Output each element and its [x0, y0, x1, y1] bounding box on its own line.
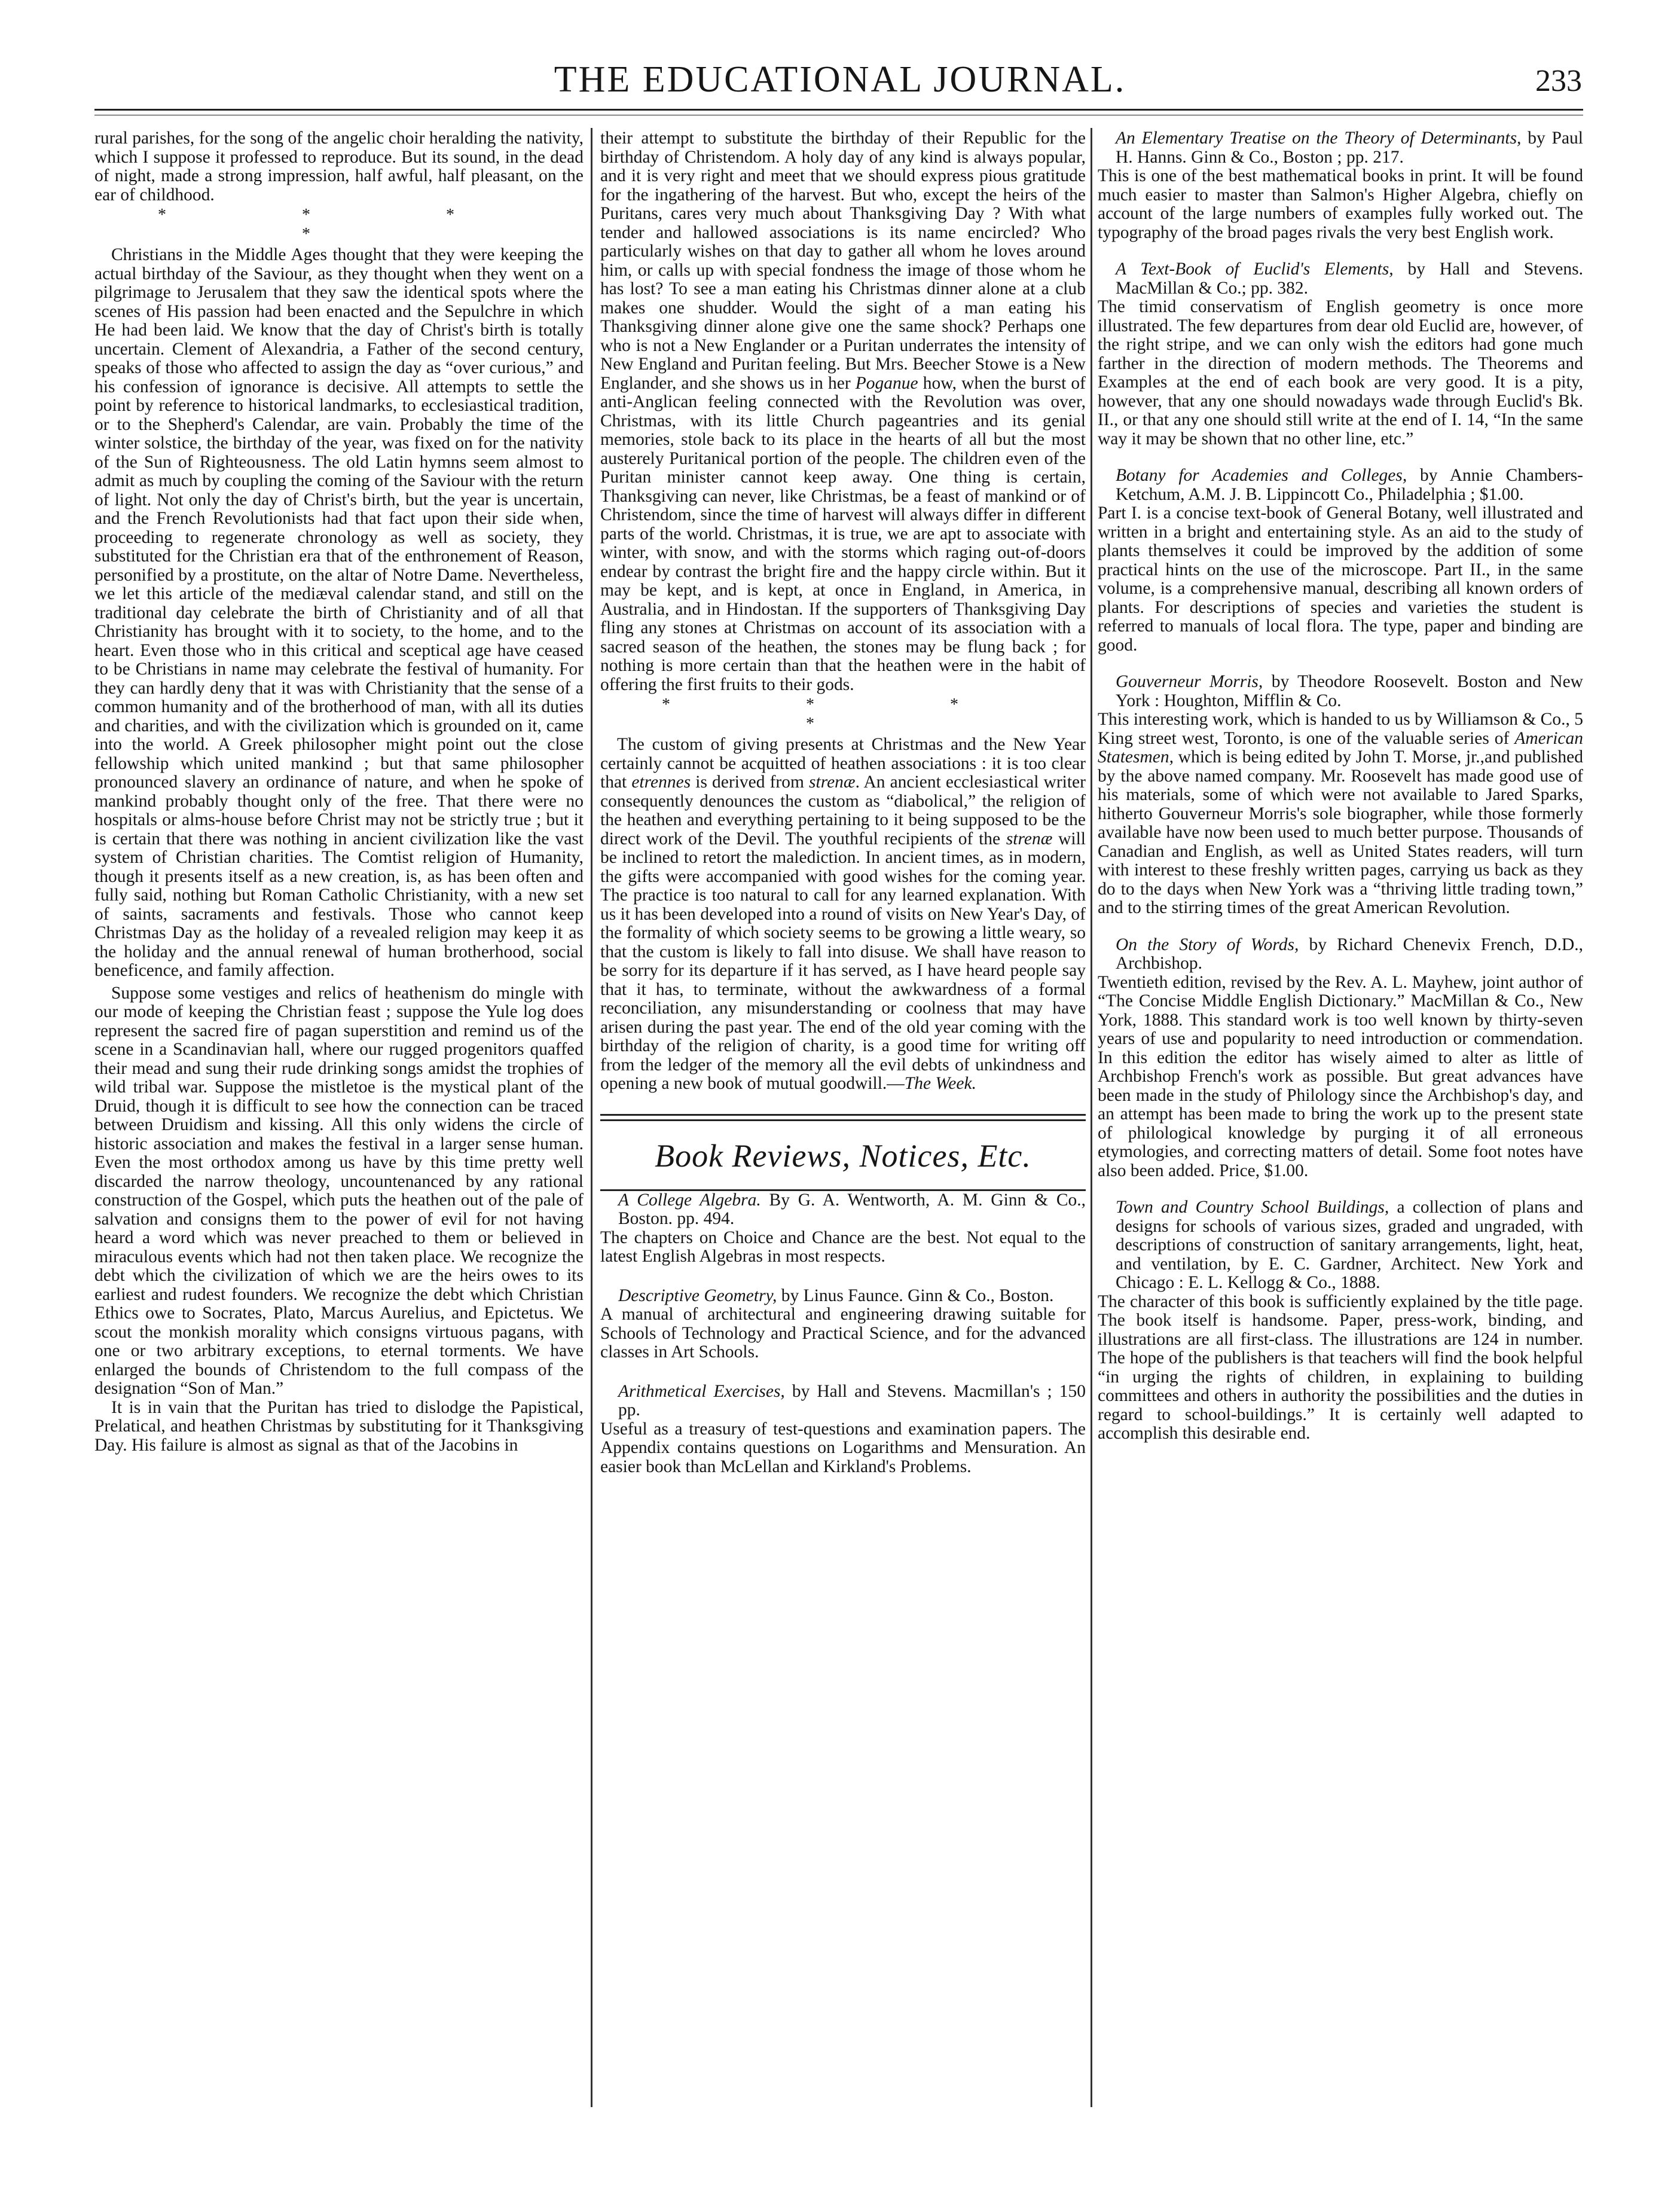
header-rule	[94, 109, 1583, 111]
review-body: Part I. is a concise text-book of General Botany, well illustrated and written in a bright and entertaining style. As an aid to the study of plants themselves it could be improved by the addition of some practical hints on the use of the microscope. Part II., in the same volume, is a comprehensive manual, describing all known orders of plants. For descriptions of species and varieties the student is referred to manuals of local flora. The type, paper and binding are good.	[1098, 503, 1583, 655]
review-body: A manual of architectural and engineering drawing suitable for Schools of Technology and Practical Science, and for the advanced classes in Art Schools.	[600, 1305, 1086, 1361]
review-heading: Arithmetical Exercises, by Hall and Stevens. Macmillan's ; 150 pp.	[618, 1381, 1086, 1419]
journal-title: THE EDUCATIONAL JOURNAL.	[554, 59, 1126, 100]
column-left	[94, 129, 584, 1455]
term-italic: etrennes	[631, 773, 691, 792]
review-book-title: Descriptive Geometry,	[618, 1286, 777, 1305]
article-source: The Week.	[904, 1074, 976, 1093]
article-paragraph: It is in vain that the Puritan has tried to dislodge the Papistical, Prelatical, and heathen Christmas by substituting for it Thanksgiving Day. His failure is almost as signal as that of the Jacobins in	[94, 1397, 584, 1455]
review-book-title: On the Story of Words,	[1116, 935, 1299, 954]
section-break-stars: * * * *	[662, 695, 1024, 733]
review-book-title: Arithmetical Exercises,	[618, 1381, 785, 1401]
section-break-stars: * * * *	[158, 206, 520, 243]
review-heading: Descriptive Geometry, by Linus Faunce. Ginn & Co., Boston.	[618, 1286, 1054, 1305]
review-book-title: A College Algebra.	[618, 1190, 761, 1210]
review-body: This is one of the best mathematical books in print. It will be found much easier to master than Salmon's Higher Algebra, chiefly on account of the large numbers of examples fully worked out. The typography of the broad pages rivals the very best English work.	[1098, 166, 1583, 242]
article-paragraph: Suppose some vestiges and relics of heathenism do mingle with our mode of keeping the Christian feast ; suppose the Yule log does represent the sacred fire of pagan superstition and remind us of the scene in a Scandinavian hall, where our rugged progenitors quaffed their mead and sung their rude drinking songs amidst the trophies of wild tribal war. Suppose the mistletoe is the mystical plant of the Druid, though it is difficult to see how the connection can be traced between Druidism and kissing. All this only widens the circle of historic association and makes the festival in a larger sense human. Even the most orthodox among us have by this time pretty well discarded the narrow theology, uncountenanced by any rational construction of the Gospel, which puts the heathen out of the pale of salvation and consigns them to the power of evil for not having heard a word which was never preached to them or believed in miraculous events which had not then taken place. We recognize the debt which the civilization of which we are the heirs owes to its earliest and rudest founders. We recognize the debt which Christian Ethics owe to Socrates, Plato, Marcus Aurelius, and Epictetus. We scout the monkish morality which consigns virtuous pagans, with one or two arbitrary exceptions, to eternal torments. We have enlarged the bounds of Christendom to the full compass of the designation “Son of Man.”	[94, 983, 584, 1398]
term-italic: strenæ	[1006, 829, 1053, 848]
review-heading: Town and Country School Buildings, a collection of plans and designs for schools of various sizes, graded and ungraded, with descriptions of construction of sanitary arrangements, light, heat, and ventilation, by E. C. Gardner, Architect. New York and Chicago : E. L. Kellogg & Co., 1888.	[1116, 1198, 1583, 1292]
term-italic: strenæ	[809, 773, 856, 792]
column-divider-right	[1091, 128, 1092, 2107]
review-heading: An Elementary Treatise on the Theory of Determinants, by Paul H. Hanns. Ginn & Co., Boston ; pp. 217.	[1116, 129, 1584, 167]
section-double-rule	[600, 1114, 1086, 1121]
review-body: Twentieth edition, revised by the Rev. A. L. Mayhew, joint author of “The Concise Middle English Dictionary.” MacMillan & Co., New York, 1888. This standard work is too well known by thirty-seven years of use and popularity to need introduction or commendation. In this edition the editor has wisely aimed to alter as little of Archbishop French's work as possible. But great advances have been made in the study of Philology since the Archbishop's day, and an attempt has been made to bring the work up to the present state of philological knowledge by purging it of all erroneous etymologies, and correcting matters of detail. Some foot notes have also been added. Price, $1.00.	[1098, 972, 1583, 1180]
article-paragraph: The custom of giving presents at Christmas and the New Year certainly cannot be acquitted of heathen associations : it is too clear that etrennes is derived from strenæ. An ancient ecclesiastical writer consequently denounces the custom as “diabolical,” the religion of the heathen and everything pertaining to it being supposed to be the direct work of the Devil. The youthful recipients of the strenæ will be inclined to retort the malediction. In ancient times, as in modern, the gifts were accompanied with good wishes for the coming year. The practice is too natural to call for any learned explanation. With us it has been developed into a round of visits on New Year's Day, of the formality of which society seems to be growing a little weary, so that the custom is likely to fall into disuse. We shall have reason to be sorry for its departure if it has served, as I have heard people say that it has, to terminate, without the awkwardness of a formal reconciliation, any misunderstanding or coolness that may have arisen during the past year. The end of the old year coming with the birthday of the religion of charity, is a good time for writing off from the ledger of the memory all the evil debts of unkindness and opening a new book of mutual goodwill.—The Week.	[600, 735, 1086, 1093]
review-heading: Botany for Academies and Colleges, by Annie Chambers-Ketchum, A.M. J. B. Lippincott Co., Philadelphia ; $1.00.	[1116, 466, 1584, 504]
review-book-title: A Text-Book of Euclid's Elements,	[1116, 260, 1394, 279]
review-book-title: Gouverneur Morris,	[1116, 672, 1263, 691]
column-middle	[600, 129, 1086, 1476]
page-number: 233	[1535, 64, 1582, 98]
review-body: The timid conservatism of English geometry is once more illustrated. The few departures from dear old Euclid are, however, of the right stripe, and we can only wish the editors had gone much farther in the direction of modern methods. The Theorems and Examples at the end of each book are very good. It is a pity, however, that any one should nowadays wade through Euclid's Bk. II., or that any one should still write at the end of I. 14, “In the same way it may be shown that no other line, etc.”	[1098, 297, 1583, 448]
review-heading: A College Algebra. By G. A. Wentworth, A. M. Ginn & Co., Boston. pp. 494.	[618, 1190, 1086, 1228]
masthead	[0, 50, 1680, 104]
review-body: The chapters on Choice and Chance are the best. Not equal to the latest English Algebras in most respects.	[600, 1228, 1086, 1266]
article-paragraph: rural parishes, for the song of the angelic choir heralding the nativity, which I suppose it professed to reproduce. But its sound, in the dead of night, made a strong impression, half awful, half pleasant, on the ear of childhood.	[94, 129, 584, 204]
review-heading: Gouverneur Morris, by Theodore Roosevelt. Boston and New York : Houghton, Mifflin & Co.	[1116, 672, 1583, 710]
series-title-italic: American Statesmen,	[1098, 728, 1583, 767]
review-heading: A Text-Book of Euclid's Elements, by Hall and Stevens. MacMillan & Co.; pp. 382.	[1116, 260, 1583, 298]
article-paragraph: their attempt to substitute the birthday of their Republic for the birthday of Christendom. A holy day of any kind is always popular, and it is very right and meet that we should express pious gratitude for the ingathering of the harvest. But who, except the heirs of the Puritans, cares very much about Thanksgiving Day ? With what tender and hallowed associations is its name encircled? Who particularly wishes on that day to gather all whom he loves around him, or calls up with special fondness the image of those whom he has lost? To see a man eating his Christmas dinner alone at a club makes one shudder. Would the sight of a man eating his Thanksgiving dinner alone give one the same shock? Perhaps one who is not a New Englander or a Puritan underrates the intensity of New England and Puritan feeling. But Mrs. Beecher Stowe is a New Englander, and she shows us in her Poganue how, when the burst of anti-Anglican feeling connected with the Revolution was over, Christmas, with its little Church pageantries and its genial memories, stole back to its place in the hearts of all but the most austerely Puritanical portion of the people. The children even of the Puritan minister cannot keep away. One thing is certain, Thanksgiving can never, like Christmas, be a feast of mankind or of Christendom, since the time of harvest will always differ in different parts of the world. Christmas, it is true, we are apt to associate with winter, with snow, and with the storms which raging out-of-doors endear by contrast the bright fire and the happy circle within. But it may be kept, and is kept, at once in England, in America, in Australia, and in Hindostan. If the supporters of Thanksgiving Day fling any stones at Christmas on account of its association with a sacred season of the heathen, the stones may be flung back ; for nothing is more certain than that the heathen were in the habit of offering the first fruits to their gods.	[600, 129, 1086, 694]
review-book-title: An Elementary Treatise on the Theory of Determinants,	[1116, 129, 1522, 148]
book-title-italic: Poganue	[855, 373, 918, 393]
section-heading: Book Reviews, Notices, Etc.	[655, 1137, 1031, 1174]
column-divider-left	[591, 128, 592, 2107]
review-body: The character of this book is sufficiently explained by the title page. The book itself is handsome. Paper, press-work, binding, and illustrations are all first-class. The illustrations are 124 in number. The hope of the publishers is that teachers will find the book helpful “in urging the rights of children, in explaining to building committees and others in authority the possibilities and the duties in regard to school-buildings.” It is certainly well adapted to accomplish this desirable end.	[1098, 1292, 1583, 1443]
column-right	[1098, 129, 1583, 1443]
review-book-title: Town and Country School Buildings,	[1116, 1198, 1389, 1217]
article-paragraph: Christians in the Middle Ages thought that they were keeping the actual birthday of the Saviour, as they thought when they went on a pilgrimage to Jerusalem that they saw the identical spots where the scenes of His passion had been enacted and the Sepulchre in which He had been laid. We know that the day of Christ's birth is totally uncertain. Clement of Alexandria, a Father of the second century, speaks of those who affected to assign the day as “over curious,” and his confession of ignorance is decisive. All attempts to settle the point by reference to historical landmarks, to ecclesiastical tradition, or to the Shepherd's Calendar, are vain. Probably the time of the winter solstice, the birthday of the year, was fixed on for the nativity of the Sun of Righteousness. The old Latin hymns seem almost to admit as much by coupling the coming of the Saviour with the return of light. Not only the day of Christ's birth, but the year is uncertain, and the French Revolutionists had that fact upon their side when, proceeding to regenerate chronology as well as society, they substituted for the Christian era that of the enthronement of Reason, personified by a prostitute, on the altar of Notre Dame. Nevertheless, we let this article of the mediæval calendar stand, and still on the traditional day celebrate the birth of Christianity and of all that Christianity has brought with it to society, to the home, and to the heart. Even those who in this critical and sceptical age have ceased to be Christians in name may celebrate the festival of humanity. For they can hardly deny that it was with Christianity that the sense of a common humanity and of the brotherhood of man, with all its duties and charities, and with the civilization which is grounded on it, came into the world. A Greek philosopher might point out the close fellowship which united mankind ; but that same philosopher pronounced slavery an ordinance of nature, and when he spoke of mankind probably thought only of the free. That there were no hospitals or alms-house before Christ may not be strictly true ; but it is certain that there was nothing in ancient civilization like the vast system of Christian charities. The Comtist religion of Humanity, though it presents itself as a new creation, is, as has been often and fully said, nothing but Roman Catholic Christianity, with a new set of saints, sacraments and festivals. Those who cannot keep Christmas Day as the holiday of a revealed religion may keep it as the holiday and the annual renewal of human brotherhood, social beneficence, and family affection.	[94, 245, 584, 980]
review-book-title: Botany for Academies and Colleges,	[1116, 466, 1407, 485]
review-body: Useful as a treasury of test-questions and examination papers. The Appendix contains questions on Logarithms and Mensuration. An easier book than McLellan and Kirkland's Problems.	[600, 1419, 1086, 1476]
review-heading: On the Story of Words, by Richard Chenevix French, D.D., Archbishop.	[1116, 935, 1584, 973]
review-body: This interesting work, which is handed to us by Williamson & Co., 5 King street west, Toronto, is one of the valuable series of American Statesmen, which is being edited by John T. Morse, jr.,and published by the above named company. Mr. Roosevelt has made good use of his materials, some of which were not available to Jared Sparks, hitherto Gouverneur Morris's sole biographer, while those formerly available have now been used to much better purpose. Thousands of Canadian and English, as well as United States readers, will turn with interest to these freshly written pages, carrying us back as they do to the days when New York was a “thriving little trading town,” and to the stirring times of the great American Revolution.	[1098, 710, 1583, 917]
